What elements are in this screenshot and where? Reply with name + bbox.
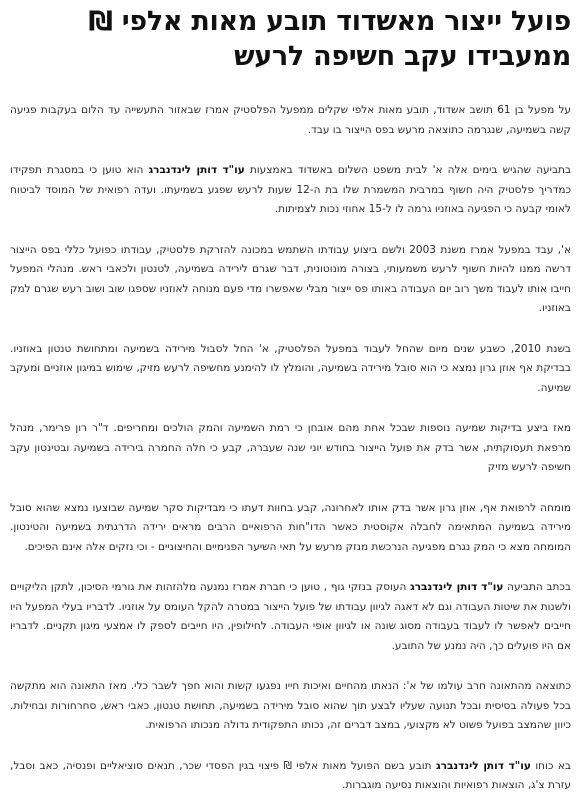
article-paragraph <box>10 757 571 796</box>
paragraph-text: בא כוחו <box>530 759 571 772</box>
paragraph-text: בתביעה שהגיש בימים אלה א' לבית משפט השלום באשדוד באמצעות <box>244 164 572 176</box>
article-paragraph <box>10 677 571 736</box>
lawyer-name: עו"ד דותן לינדנברג <box>436 759 531 772</box>
article-paragraph <box>10 101 571 140</box>
article-paragraph <box>10 241 571 319</box>
article-paragraph <box>10 340 571 399</box>
article-paragraph <box>10 499 571 558</box>
paragraph-text: א', עבד במפעל אמרז משנת 2003 ולשם ביצוע עבודתו השתמש במכונה להזרקת פלסטיק, עבודתו כפועל כללי בפס הייצור דרשה ממנו להיות חשוף לרעש משמעותי, בצורה מונוטונית, דבר שגרם לירידה בשמיעה, לטנטון ולכאבי ראש. מנהלי המפעל חייבו אותו לעבוד משך רוב יום העבודה באותו פס ייצור מבלי שאפשרו מדי פעם מנוחה לאוזניו שספגו שוב ושוב רעש שגרם למק באוזניו. <box>10 243 571 314</box>
paragraph-text: כתוצאה מהתאונה חרב עולמו של א': הנאתו מהחיים ואיכות חייו נפגעו קשות והוא חפך לשבר כלי. מאז התאונה הוא מתקשה בכל פעולה בסיסית ובכל תנועה שעליו לבצע תוך שהוא סובל מירידה בשמיעה, תחושת טנטון, כאבי ראש, סחרחורות ובחילות. כיוון שהמצב בפועל פשוט לא מקצועי, במצב דברים זה, נכותו התפקודית גדולה מנכותו הרפואית. <box>10 680 571 731</box>
headline-line-2: ממעבידו עקב חשיפה לרעש <box>234 41 571 72</box>
paragraph-text: הוא טוען כי במסגרת תפקידו כמדריך פלסטיק היה חשוף במרבית המשמרת שלו בת ה-12 שעות לרעש שפגע בשמיעתו. ועדה רפואית של המוסד לביטוח לאומי קבעה כי הפגיעה באוזניו גרמה לו ל-15 אחוזי נכות לצמיתות. <box>10 164 571 215</box>
paragraph-text: בשנת 2010, כשבע שנים מיום שהחל לעבוד במפעל הפלסטיק, א' החל לסבול מירידה בשמיעה ומתחושת טנטון באוזניו. בבדיקת אף אוזן גרון נמצא כי הוא סובל מירידה בשמיעה, והומלץ לו להימנע מחשיפה לרעש מזיק, שימוש במיגון אוזניים ומעקב שמיעה. <box>10 342 572 394</box>
paragraph-text: בכתב התביעה <box>503 581 571 593</box>
paragraph-text: מומחה לרפואת אף, אוזן גרון אשר בדק אותו לאחרונה, קבע בחוות דעתו כי מבדיקות סקר שמיעה שבוצעו נמצא שהוא סובל מירידה בשמיעה המתאימה לחבלה אקוסטית כאשר הדו"חות הרפואיים הרבים מראים ירידה הדרגתית בשמיעה והטינטון. המומחה מצא כי המק נגרם מפגיעה הנרכשת מנזק מרעש על תאי השיער הפנימיים והחיצוניים - וכי נזקים אלה אינם הפיכים. <box>10 501 571 553</box>
lawyer-name: עו"ד דותן לינדנברג <box>410 581 504 593</box>
paragraph-text: מאז ביצע בדיקות שמיעה נוספות שבכל אחת מהם אובחן כי רמת השמיעה והמק הולכים ומחריפים. ד"ר רון פרימר, מנהל מרפאת תעסוקתית, אשר בדק את פועל הייצור בחודש יוני שנה שעברה, קבע כי חלה החמרה בירידה בשמיעה ובטינטון עקב חשיפה לרעש מזיק <box>10 422 571 473</box>
paragraph-text: תובע בשם הפועל מאות אלפי ₪ פיצוי בגין הפסדי שכר, תנאים סוציאליים ופנסיה, כאב וסבל, עזרת צ'ג, הוצאות רפואיות והוצאות נסיעה מוגברות. <box>10 759 571 791</box>
headline-line-1: פועל ייצור מאשדוד תובע מאות אלפי ₪ <box>88 6 571 37</box>
paragraph-text: על מפעל בן 61 תושב אשדוד, תובע מאות אלפי שקלים ממפעל הפלסטיק אמרז שבאזור התעשייה עד הלום בעקבות פגיעה קשה בשמיעה, שנגרמה כתוצאה מרעש בפס הייצור בו עבד. <box>10 104 572 136</box>
article-paragraph <box>10 419 571 478</box>
article-paragraph <box>10 578 571 656</box>
article-body <box>10 101 571 796</box>
lawyer-name: עו"ד דותן לינדנברג <box>148 164 245 176</box>
article-paragraph <box>10 161 571 220</box>
headline <box>10 4 571 74</box>
paragraph-text: העוסק בנזקי גוף , טוען כי חברת אמרז נמנעה מלהזהות את גורמי הסיכון, לתקן הליקויים ולשנות את שיטות העבודה וגם לא דאגה לגיוון עבודתו של פועל הייצור במטרה להקל העומס על אוזניו. לדבריו בעלי המפעל היו חייבים לאפשר לו לעבוד בעבודה מסוג שונה או לגיוון אופי העבודה. לחילופין, היו חייבים לספק לו אמצעי מיגון תקניים. לדבריו אם היו פועלים כך, היה נמנע של התובע. <box>10 581 571 652</box>
